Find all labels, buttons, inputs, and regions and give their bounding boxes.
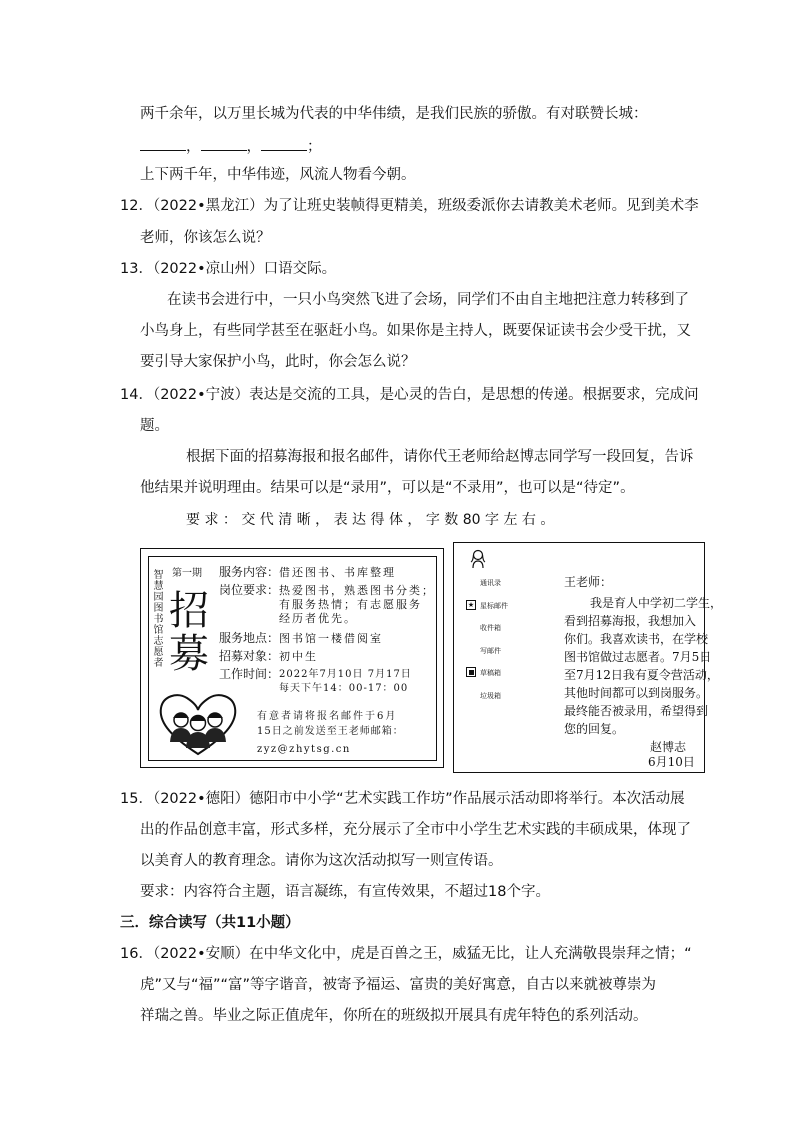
nav-compose[interactable]: 写邮件: [480, 647, 501, 655]
user-avatar-icon: [470, 549, 486, 569]
service-value: 借还图书、书库整理: [279, 566, 396, 579]
place-label: 服务地点：: [219, 631, 280, 645]
place-value: 图书馆一楼借阅室: [279, 632, 383, 645]
draft-box-icon: [466, 667, 476, 677]
email-body-line: 您的回复。: [564, 722, 625, 736]
requirement-line: 经历者优先。: [279, 612, 357, 625]
nav-inbox[interactable]: 收件箱: [480, 624, 501, 632]
text-line: 上下两千年，中华伟迹，风流人物看今朝。: [140, 167, 416, 183]
poster-inner-border: [148, 556, 437, 761]
couplet-blanks: [140, 136, 322, 157]
question-12-line: 老师，你该怎么说？: [140, 230, 271, 246]
service-label: 服务内容：: [219, 565, 280, 579]
email-signature: 赵博志: [650, 740, 687, 754]
nav-trash[interactable]: 垃圾箱: [480, 692, 501, 700]
question-14-line: 要 求 ： 交 代 清 晰 ， 表 达 得 体 ， 字 数 80 字 左 右 。: [186, 512, 555, 528]
star-icon: ★: [467, 601, 475, 609]
punct: ，: [186, 139, 201, 155]
blank[interactable]: [140, 136, 186, 151]
question-15-line: 以美育人的教育理念。请你为这次活动拟写一则宣传语。: [140, 853, 503, 869]
nav-drafts[interactable]: 草稿箱: [480, 669, 501, 677]
blank[interactable]: [201, 136, 247, 151]
nav-starred[interactable]: 星标邮件: [480, 602, 508, 610]
punct: ；: [307, 139, 322, 155]
question-14-line: 题。: [140, 418, 169, 434]
poster-email: zyz@zhytsg.cn: [257, 744, 351, 755]
question-16-line: 祥瑞之兽。毕业之际正值虎年，你所在的班级拟开展具有虎年特色的系列活动。: [140, 1008, 648, 1024]
time-line: 每天下午14：00-17：00: [279, 683, 409, 694]
target-label: 招募对象：: [219, 649, 280, 663]
question-16-line: 16．（2022•安顺）在中华文化中，虎是百兽之王，威猛无比，让人充满敬畏崇拜之情；“: [120, 946, 692, 962]
question-15-line: 出的作品创意丰富，形式多样，充分展示了全市中小学生艺术实践的丰硕成果，体现了: [140, 822, 691, 838]
poster-big-char: 募: [169, 631, 209, 677]
question-16-line: 虎”又与“福”“富”等字谐音，被寄予福运、富贵的美好寓意，自古以来就被尊崇为: [140, 977, 657, 993]
email-body-line: 我是育人中学初二学生，: [590, 596, 723, 610]
question-12-line: 12．（2022•黑龙江）为了让班史装帧得更精美，班级委派你去请教美术老师。见到美术李: [120, 198, 699, 214]
application-email: [453, 542, 723, 773]
email-body-line: 图书馆做过志愿者。7月5日: [564, 650, 712, 664]
question-13-line: 在读书会进行中，一只小鸟突然飞进了会场，同学们不由自主地把注意力转移到了: [167, 292, 689, 308]
requirement-label: 岗位要求：: [219, 583, 280, 597]
email-greeting: 王老师：: [564, 575, 613, 589]
email-body-line: 你们。我喜欢读书，在学校: [564, 632, 709, 646]
poster-big-char: 招: [169, 588, 209, 634]
email-body-line: 至7月12日我有夏令营活动，: [564, 668, 719, 682]
poster-issue: 第一期: [172, 568, 202, 579]
blank[interactable]: [261, 136, 307, 151]
question-14-line: 他结果并说明理由。结果可以是“录用”，可以是“不录用”，也可以是“待定”。: [140, 480, 635, 496]
requirement-line: 有服务热情；有志愿服务: [279, 598, 422, 611]
punct: ，: [246, 139, 261, 155]
poster-vertical-title: 智慧园图书馆志愿者: [151, 569, 162, 668]
question-13-line: 13．（2022•凉山州）口语交际。: [120, 261, 337, 277]
question-15-line: 15．（2022•德阳）德阳市中小学“艺术实践工作坊”作品展示活动即将举行。本次活动展: [120, 791, 685, 807]
volunteers-heart-icon: [157, 690, 239, 758]
question-15-line: 要求：内容符合主题，语言凝练，有宣传效果，不超过18个字。: [140, 884, 550, 900]
target-value: 初中生: [279, 650, 318, 663]
email-body-line: 看到招募海报，我想加入: [564, 614, 697, 628]
email-body-line: 最终能否被录用，希望得到: [564, 704, 709, 718]
recruitment-poster: [140, 548, 444, 768]
section-heading: 三．综合读写（共11小题）: [120, 915, 300, 931]
question-13-line: 小鸟身上，有些同学甚至在驱赶小鸟。如果你是主持人，既要保证读书会少受干扰，又: [140, 323, 691, 339]
question-14-line: 根据下面的招募海报和报名邮件，请你代王老师给赵博志同学写一段回复，告诉: [186, 449, 694, 465]
time-label: 工作时间：: [219, 667, 280, 681]
text-line: 两千余年，以万里长城为代表的中华伟绩，是我们民族的骄傲。有对联赞长城：: [140, 106, 648, 122]
notice-line: 15日之前发送至王老师邮箱：: [257, 726, 404, 737]
requirement-line: 热爱图书，熟悉图书分类；: [279, 584, 435, 597]
nav-contacts[interactable]: 通讯录: [480, 579, 501, 587]
time-line: 2022年7月10日 7月17日: [279, 669, 412, 680]
question-13-line: 要引导大家保护小鸟，此时，你会怎么说？: [140, 354, 416, 370]
notice-line: 有意者请将报名邮件于6月: [257, 711, 398, 722]
question-14-line: 14．（2022•宁波）表达是交流的工具，是心灵的告白，是思想的传递。根据要求，完成问: [120, 387, 699, 403]
email-date: 6月10日: [648, 755, 695, 769]
email-body-line: 其他时间都可以到岗服务。: [564, 686, 709, 700]
